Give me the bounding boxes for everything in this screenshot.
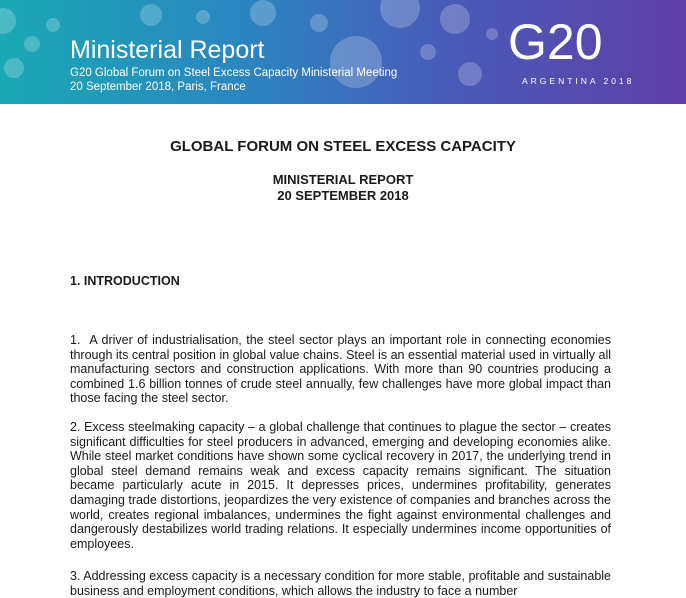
decorative-bubble <box>46 18 60 32</box>
decorative-bubble <box>458 62 482 86</box>
paragraph-2: 2. Excess steelmaking capacity – a global challenge that continues to plague the sector – creates significant difficulties for steel producers in advanced, emerging and developing economies alike. While steel market conditions have shown some cyclical recovery in 2017, the underlying trend in global steel demand remains weak and excess capacity remains significant. The situation became particularly acute in 2015. It depresses prices, undermines profitability, generates damaging trade distortions, jeopardizes the very existence of companies and branches across the world, creates regional imbalances, undermines the fight against environmental challenges and dangerously destabilizes world trading relations. It especially undermines income opportunities of employees. <box>70 420 611 551</box>
g20-logo <box>508 12 658 90</box>
g20-logo-text: G20 <box>508 14 603 70</box>
section-heading: 1. INTRODUCTION <box>70 274 180 288</box>
document-date: 20 SEPTEMBER 2018 <box>277 188 409 203</box>
decorative-bubble <box>440 4 470 34</box>
decorative-bubble <box>250 0 276 26</box>
decorative-bubble <box>486 28 498 40</box>
document-title: GLOBAL FORUM ON STEEL EXCESS CAPACITY <box>170 138 516 155</box>
banner-title: Ministerial Report <box>70 36 265 64</box>
decorative-bubble <box>140 4 162 26</box>
decorative-bubble <box>4 58 24 78</box>
paragraph-3: 3. Addressing excess capacity is a necessary condition for more stable, profitable and sustainable business and employment conditions, which allows the industry to face a number <box>70 569 611 598</box>
header-banner <box>0 0 686 104</box>
decorative-bubble <box>310 14 328 32</box>
decorative-bubble <box>420 44 436 60</box>
decorative-bubble <box>196 10 210 24</box>
document-subtitle: MINISTERIAL REPORT <box>272 172 414 187</box>
banner-subtitle-date: 20 September 2018, Paris, France <box>70 81 246 93</box>
decorative-bubble <box>380 0 420 28</box>
g20-logo-subtitle: ARGENTINA 2018 <box>522 76 635 86</box>
paragraph-1: 1. A driver of industrialisation, the steel sector plays an important role in connecting economies through its central position in global value chains. Steel is an essential material used in virtually all manufacturing sectors and construction applications. With more than 90 countries producing a combined 1.6 billion tonnes of crude steel annually, few challenges have more global impact than those facing the steel sector. <box>70 333 611 406</box>
banner-subtitle-meeting: G20 Global Forum on Steel Excess Capacity Ministerial Meeting <box>70 67 398 79</box>
decorative-bubble <box>24 36 40 52</box>
decorative-bubble <box>0 8 16 34</box>
decorative-bubble <box>330 36 382 88</box>
